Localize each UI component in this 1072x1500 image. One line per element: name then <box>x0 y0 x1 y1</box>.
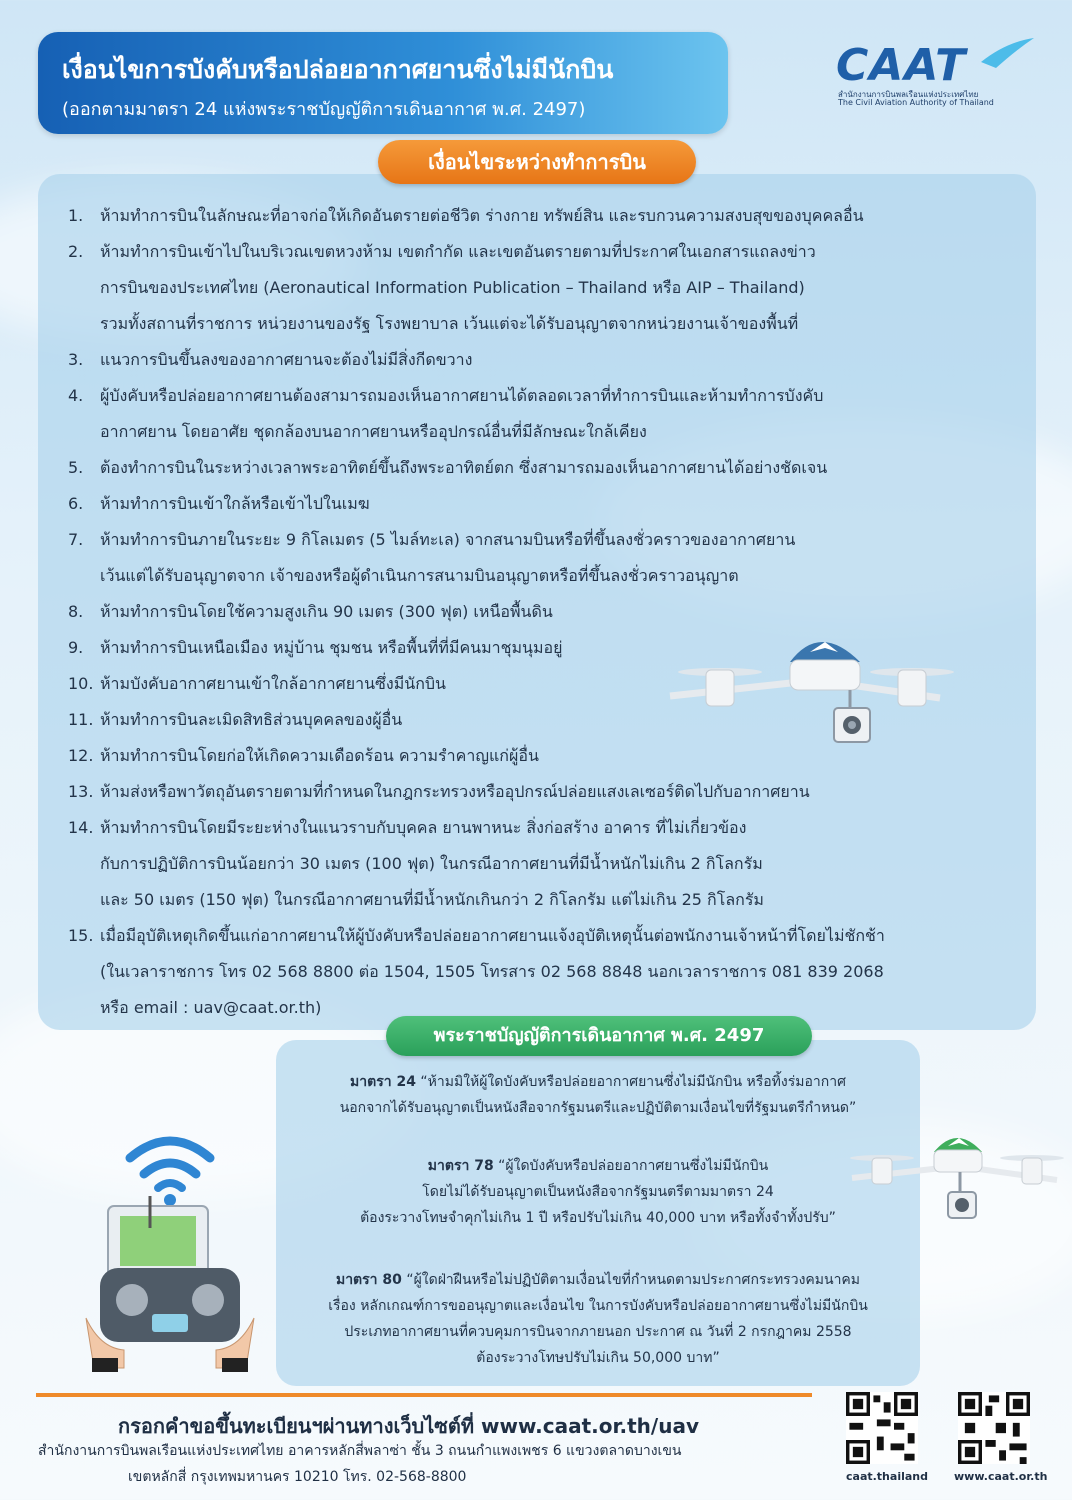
rule-text: (ในเวลาราชการ โทร 02 568 8800 ต่อ 1504, 1505 โทรสาร 02 568 8848 นอกเวลาราชการ 081 839 2068 <box>100 962 884 981</box>
rule-text: เมื่อมีอุบัติเหตุเกิดขึ้นแก่อากาศยานให้ผู้บังคับหรือปล่อยอากาศยานแจ้งอุบัติเหตุนั้นต่อพนักงานเจ้าหน้าที่โดยไม่ชักช้า <box>100 926 885 945</box>
law-article-text: โดยไม่ได้รับอนุญาตเป็นหนังสือจากรัฐมนตรีตามมาตรา 24 <box>422 1184 774 1200</box>
rules-panel <box>38 174 1036 1030</box>
rule-text: ผู้บังคับหรือปล่อยอากาศยานต้องสามารถมองเห็นอากาศยานได้ตลอดเวลาที่ทำการบินและห้ามทำการบังคับ <box>100 386 824 405</box>
section-heading-aviation-act: พระราชบัญญัติการเดินอากาศ พ.ศ. 2497 <box>386 1016 812 1056</box>
rule-number: 7. <box>68 530 84 549</box>
rule-text: ห้ามบังคับอากาศยานเข้าใกล้อากาศยานซึ่งมีนักบิน <box>100 674 446 693</box>
rule-text: กับการปฏิบัติการบินน้อยกว่า 30 เมตร (100 ฟุต) ในกรณีอากาศยานที่มีน้ำหนักไม่เกิน 2 กิโลกรัม <box>100 854 763 873</box>
law-panel <box>276 1040 920 1386</box>
qr-code-icon[interactable] <box>846 1392 918 1464</box>
title-banner <box>38 32 728 134</box>
law-article-text: ประเภทอากาศยานที่ควบคุมการบินจากภายนอก ประกาศ ณ วันที่ 2 กรกฎาคม 2558 <box>344 1324 852 1340</box>
qr-code-icon[interactable] <box>958 1392 1030 1464</box>
rule-text: ห้ามส่งหรือพาวัตถุอันตรายตามที่กำหนดในกฎกระทรวงหรืออุปกรณ์ปล่อยแสงเลเซอร์ติดไปกับอากาศยาน <box>100 782 810 801</box>
footer-title: กรอกคำขอขึ้นทะเบียนฯผ่านทางเว็บไซต์ที่ www.caat.or.th/uav <box>118 1414 699 1438</box>
rule-text: ต้องทำการบินในระหว่างเวลาพระอาทิตย์ขึ้นถึงพระอาทิตย์ตก ซึ่งสามารถมองเห็นอากาศยานได้อย่างชัดเจน <box>100 458 828 477</box>
rule-text: และ 50 เมตร (150 ฟุต) ในกรณีอากาศยานที่มีน้ำหนักเกินกว่า 2 กิโลกรัม แต่ไม่เกิน 25 กิโลกรัม <box>100 890 764 909</box>
rule-text: ห้ามทำการบินเข้าไปในบริเวณเขตหวงห้าม เขตกำกัด และเขตอันตรายตามที่ประกาศในเอกสารแถลงข่าว <box>100 242 816 261</box>
law-article-text: “ผู้ใดบังคับหรือปล่อยอากาศยานซึ่งไม่มีนักบิน <box>498 1158 769 1174</box>
plane-swoosh-icon <box>976 32 1036 72</box>
page-title: เงื่อนไขการบังคับหรือปล่อยอากาศยานซึ่งไม่มีนักบิน <box>62 55 614 84</box>
logo-text: CAAT <box>836 40 967 91</box>
rule-text: เว้นแต่ได้รับอนุญาตจาก เจ้าของหรือผู้ดำเนินการสนามบินอนุญาตหรือที่ขึ้นลงชั่วคราวอนุญาต <box>100 566 739 585</box>
logo-subtitle-en: The Civil Aviation Authority of Thailand <box>838 98 994 107</box>
rule-text: ห้ามทำการบินละเมิดสิทธิส่วนบุคคลของผู้อื่น <box>100 710 403 729</box>
rule-number: 5. <box>68 458 84 477</box>
caat-logo <box>836 40 1036 106</box>
law-article-label: มาตรา 24 <box>350 1074 416 1090</box>
logo-subtitle-th: สำนักงานการบินพลเรือนแห่งประเทศไทย <box>838 90 979 99</box>
rule-text: ห้ามทำการบินเหนือเมือง หมู่บ้าน ชุมชน หรือพื้นที่ที่มีคนมาชุมนุมอยู่ <box>100 638 563 657</box>
drone-green-icon <box>842 1118 1067 1238</box>
rule-number: 3. <box>68 350 84 369</box>
rule-number: 1. <box>68 206 84 225</box>
law-article-text: ต้องระวางโทษจำคุกไม่เกิน 1 ปี หรือปรับไม่เกิน 40,000 บาท หรือทั้งจำทั้งปรับ” <box>360 1210 836 1226</box>
law-article-label: มาตรา 78 <box>427 1158 494 1174</box>
rule-text: อากาศยาน โดยอาศัย ชุดกล้องบนอากาศยานหรืออุปกรณ์อื่นที่มีลักษณะใกล้เคียง <box>100 422 647 441</box>
rule-text: ห้ามทำการบินโดยมีระยะห่างในแนวราบกับบุคคล ยานพาหนะ สิ่งก่อสร้าง อาคาร ที่ไม่เกี่ยวข้อง <box>100 818 747 837</box>
rule-number: 15. <box>68 926 94 945</box>
drone-blue-icon <box>650 612 960 772</box>
rule-number: 12. <box>68 746 94 765</box>
rule-text: ห้ามทำการบินโดยใช้ความสูงเกิน 90 เมตร (300 ฟุต) เหนือพื้นดิน <box>100 602 553 621</box>
remote-controller-icon <box>80 1118 260 1378</box>
rule-text: หรือ email : uav@caat.or.th) <box>100 998 322 1017</box>
section-heading-during-flight: เงื่อนไขระหว่างทำการบิน <box>378 140 696 184</box>
law-article-text: ต้องระวางโทษปรับไม่เกิน 50,000 บาท” <box>476 1350 720 1366</box>
rule-text: การบินของประเทศไทย (Aeronautical Information Publication – Thailand หรือ AIP – Thailand) <box>100 278 805 297</box>
law-article-80-line <box>276 1268 920 1292</box>
rule-number: 10. <box>68 674 94 693</box>
rule-number: 6. <box>68 494 84 513</box>
rule-text: ห้ามทำการบินในลักษณะที่อาจก่อให้เกิดอันตรายต่อชีวิต ร่างกาย ทรัพย์สิน และรบกวนความสงบสุขของบุคคลอื่น <box>100 206 864 225</box>
qr-label: www.caat.or.th <box>954 1470 1048 1483</box>
law-article-text: นอกจากได้รับอนุญาตเป็นหนังสือจากรัฐมนตรีและปฏิบัติตามเงื่อนไขที่รัฐมนตรีกำหนด” <box>339 1100 857 1116</box>
rule-number: 13. <box>68 782 94 801</box>
page-subtitle: (ออกตามมาตรา 24 แห่งพระราชบัญญัติการเดินอากาศ พ.ศ. 2497) <box>62 99 586 120</box>
law-article-24-line <box>276 1070 920 1094</box>
rule-text: ห้ามทำการบินเข้าใกล้หรือเข้าไปในเมฆ <box>100 494 370 513</box>
rule-text: ห้ามทำการบินภายในระยะ 9 กิโลเมตร (5 ไมล์ทะเล) จากสนามบินหรือที่ขึ้นลงชั่วคราวของอากาศยาน <box>100 530 796 549</box>
rule-number: 2. <box>68 242 84 261</box>
rule-number: 8. <box>68 602 84 621</box>
law-article-text: เรื่อง หลักเกณฑ์การขออนุญาตและเงื่อนไข ในการบังคับหรือปล่อยอากาศยานซึ่งไม่มีนักบิน <box>328 1298 868 1314</box>
law-article-label: มาตรา 80 <box>335 1272 402 1288</box>
rule-number: 9. <box>68 638 84 657</box>
footer-address-line: สำนักงานการบินพลเรือนแห่งประเทศไทย อาคารหลักสี่พลาซ่า ชั้น 3 ถนนกำแพงเพชร 6 แขวงตลาดบางเขน <box>38 1443 682 1459</box>
law-article-78-line <box>276 1154 920 1178</box>
law-article-text: “ห้ามมิให้ผู้ใดบังคับหรือปล่อยอากาศยานซึ่งไม่มีนักบิน หรือทิ้งร่มอากาศ <box>420 1074 846 1090</box>
rule-text: แนวการบินขึ้นลงของอากาศยานจะต้องไม่มีสิ่งกีดขวาง <box>100 350 473 369</box>
rule-number: 14. <box>68 818 94 837</box>
rule-number: 4. <box>68 386 84 405</box>
footer-divider <box>36 1393 812 1397</box>
qr-label: caat.thailand <box>846 1470 928 1483</box>
rule-text: ห้ามทำการบินโดยก่อให้เกิดความเดือดร้อน ความรำคาญแก่ผู้อื่น <box>100 746 539 765</box>
footer-address-line: เขตหลักสี่ กรุงเทพมหานคร 10210 โทร. 02-568-8800 <box>128 1469 467 1485</box>
law-article-text: “ผู้ใดฝ่าฝืนหรือไม่ปฏิบัติตามเงื่อนไขที่กำหนดตามประกาศกระทรวงคมนาคม <box>406 1272 861 1288</box>
rule-number: 11. <box>68 710 94 729</box>
rule-text: รวมทั้งสถานที่ราชการ หน่วยงานของรัฐ โรงพยาบาล เว้นแต่จะได้รับอนุญาตจากหน่วยงานเจ้าของพื้นที่ <box>100 314 799 333</box>
